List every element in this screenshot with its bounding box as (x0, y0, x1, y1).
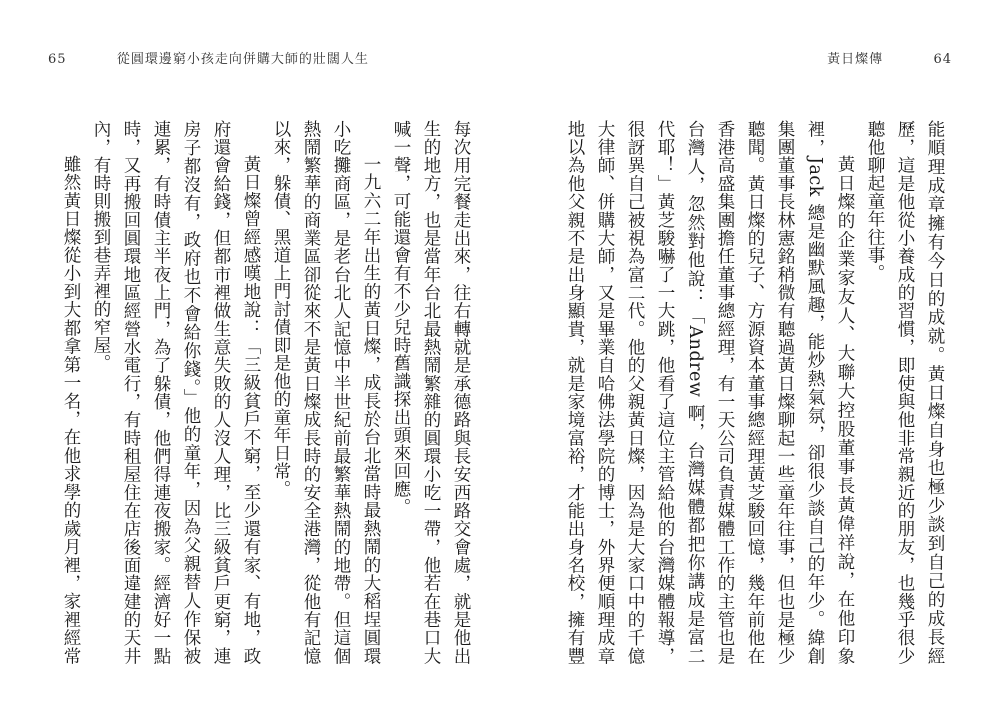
left-running-title: 從圓環邊窮小孩走向併購大師的壯闊人生 (116, 52, 369, 67)
right-page (500, 0, 1000, 709)
left-paragraph-3: 黃日燦曾經感嘆地說：「三級貧戶不窮，至少還有家、有地，政府還會給錢，但都市裡做生意失敗的人沒人理，比三級貧戶更窮，連房子都沒有，政府也不會給你錢。」他的童年，因為父親替人作保被連累，有時債主半夜上門，為了躲債，他們得連夜搬家。經濟好一點時，又再搬回圓環地區經營水電行，有時租屋住在店後面違建的天井內，有時則搬到巷弄裡的窄屋。 (91, 120, 261, 665)
right-page-body (555, 120, 950, 665)
left-page-body (56, 120, 476, 665)
right-running-title: 黃日燦傳 (827, 52, 884, 67)
right-paragraph-2: 黃日燦的企業家友人、大聯大控股董事長黃偉祥說，在他印象裡，Jack 總是幽默風趣，能炒熱氣氛，卻很少談自己的年少。緯創集團董事長林憲銘稍微有聽過黃日燦聊起一些童年往事，但也是極少聽聞。黃日燦的兒子、方源資本董事總經理黃芝駿回憶，幾年前他在香港高盛集團擔任董事總經理，有一天公司負責媒體工作的主管也是台灣人，忽然對他說：「Andrew 啊，台灣媒體都把你講成是富二代耶！」黃芝駿嚇了一大跳，他看了這位主管給他的台灣媒體報導，很訝異自己被視為富二代。他的父親黃日燦，因為是大家口中的千億大律師、併購大師，又是畢業自哈佛法學院的博士，外界便順理成章地以為他父親不是出身顯貴，就是家境富裕，才能出身名校，擁有豐 (565, 120, 855, 665)
left-paragraph-4: 雖然黃日燦從小到大都拿第一名，在他求學的歲月裡，家裡經常 (61, 155, 81, 665)
left-page-number: 65 (48, 52, 67, 67)
left-paragraph-1: 每次用完餐走出來，往右轉就是承德路與長安西路交會處，就是他出生的地方，也是當年台北最熱鬧繁雜的圓環小吃一帶，他若在巷口大喊一聲，可能還會有不少兒時舊識探出頭來回應。 (391, 120, 471, 665)
right-paragraph-1: 能順理成章擁有今日的成就。黃日燦自身也極少談到自己的成長經歷，這是他從小養成的習慣，即使與他非常親近的朋友，也幾乎很少聽他聊起童年往事。 (865, 120, 945, 665)
right-page-number: 64 (933, 52, 952, 67)
left-page-header (48, 48, 369, 67)
left-paragraph-2: 一九六二年出生的黃日燦，成長於台北當時最熱鬧的大稻埕圓環小吃攤商區，是老台北人記憶中半世紀前最繁華熱鬧的地帶。但這個熱鬧繁華的商業區卻從來不是黃日燦成長時的安全港灣，從他有記憶以來，躲債、黑道上門討債即是他的童年日常。 (271, 120, 381, 665)
right-page-header (827, 48, 952, 67)
